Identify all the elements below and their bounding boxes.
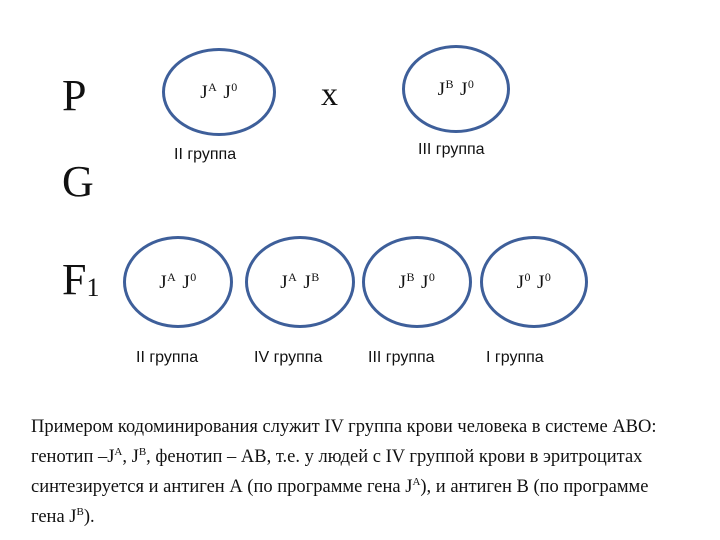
allele: $J^0$ xyxy=(223,80,238,103)
offspring-genotype-2 xyxy=(277,270,323,294)
parent-group-label-1: II группа xyxy=(174,146,237,163)
row-label-f-subscript: 1 xyxy=(86,273,100,302)
allele: $J^B$ xyxy=(437,77,454,100)
offspring-group-label-4: I группа xyxy=(486,349,544,366)
allele: $J^0$ xyxy=(421,270,436,293)
explanation-paragraph: Примером кодоминирования служит IV группа крови человека в системе АВО: генотип $-J^A$, $J^B$, фенотип – АВ, т.е. у людей с IV группой крови в эритроцитах синтезируется и антиген А (по программе гена $J^A$), и антиген В (по программе гена $J^B$). xyxy=(31,417,657,527)
allele: $J^0$ xyxy=(516,270,531,293)
offspring-group-label-1: II группа xyxy=(136,349,199,366)
offspring-genotype-4 xyxy=(514,270,555,294)
row-label-f: F xyxy=(62,255,87,304)
allele: $J^A$ xyxy=(200,80,218,103)
allele: $J^B$ xyxy=(303,270,320,293)
parent-circle-2 xyxy=(402,45,510,133)
allele: $J^0$ xyxy=(460,77,475,100)
offspring-circle-1 xyxy=(123,236,233,328)
offspring-group-label-2: IV группа xyxy=(254,349,323,366)
parent-genotype-2 xyxy=(435,77,478,101)
offspring-group-label-3: III группа xyxy=(368,349,435,366)
offspring-genotype-1 xyxy=(156,270,199,294)
offspring-genotype-3 xyxy=(396,270,439,294)
row-label-g: G xyxy=(62,157,94,206)
allele: $J^B$ xyxy=(398,270,415,293)
parent-circle-1 xyxy=(162,48,276,136)
allele: $J^0$ xyxy=(537,270,552,293)
cross-sign: x xyxy=(321,76,338,113)
row-label-p: P xyxy=(62,71,87,120)
allele: $J^A$ xyxy=(280,270,298,293)
parent-genotype-1 xyxy=(197,80,240,104)
offspring-circle-4 xyxy=(480,236,588,328)
allele: $J^0$ xyxy=(182,270,197,293)
row-label-f1 xyxy=(62,255,100,304)
offspring-circle-2 xyxy=(245,236,355,328)
offspring-circle-3 xyxy=(362,236,472,328)
parent-group-label-2: III группа xyxy=(418,141,485,158)
allele: $J^A$ xyxy=(159,270,177,293)
